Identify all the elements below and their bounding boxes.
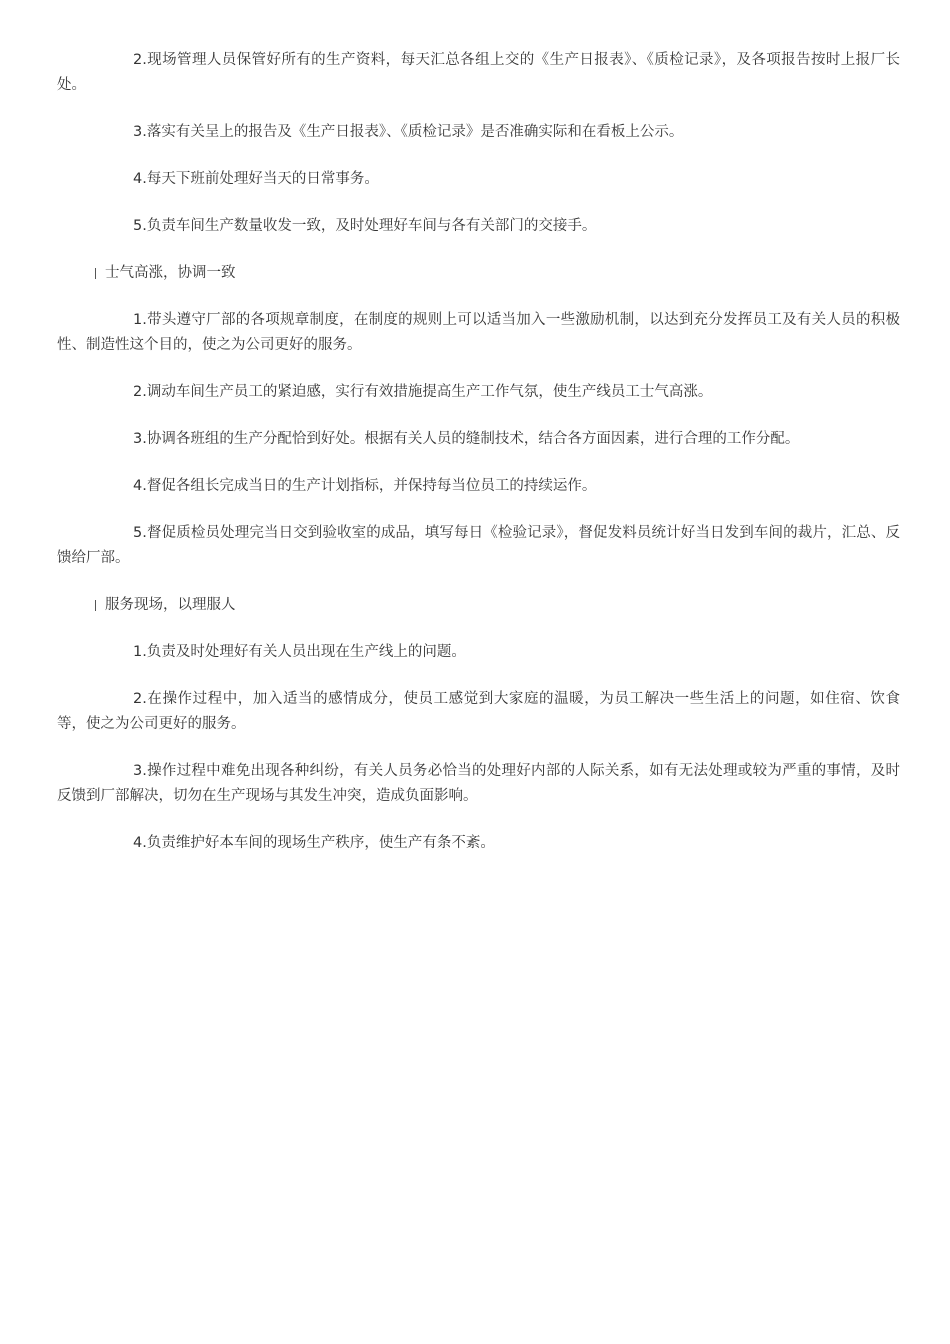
section-heading-morale (57, 261, 900, 286)
paragraph-care-for-staff: 2.在操作过程中，加入适当的感情成分，使员工感觉到大家庭的温暖，为员工解决一些生活上的问题，如住宿、饮食等，使之为公司更好的服务。 (57, 691, 900, 732)
bullet-bar-icon (95, 600, 96, 611)
paragraph-line-issues: 1.负责及时处理好有关人员出现在生产线上的问题。 (133, 644, 466, 660)
paragraph-work-allocation: 3.协调各班组的生产分配恰到好处。根据有关人员的缝制技术，结合各方面因素，进行合理的工作分配。 (133, 431, 800, 447)
section-heading-service (57, 593, 900, 618)
paragraph-report-submission: 2.现场管理人员保管好所有的生产资料，每天汇总各组上交的《生产日报表》、《质检记录》，及各项报告按时上报厂长处。 (57, 52, 900, 93)
paragraph-dispute-handling: 3.操作过程中难免出现各种纠纷，有关人员务必恰当的处理好内部的人际关系，如有无法处理或较为严重的事情，及时反馈到厂部解决，切勿在生产现场与其发生冲突，造成负面影响。 (57, 763, 900, 804)
paragraph-production-order: 4.负责维护好本车间的现场生产秩序，使生产有条不紊。 (133, 835, 495, 851)
paragraph-daily-targets: 4.督促各组长完成当日的生产计划指标，并保持每当位员工的持续运作。 (133, 478, 597, 494)
section-heading-morale-text: 士气高涨，协调一致 (105, 265, 236, 281)
paragraph-rules-incentives: 1.带头遵守厂部的各项规章制度，在制度的规则上可以适当加入一些激励机制，以达到充分发挥员工及有关人员的积极性、制造性这个目的，使之为公司更好的服务。 (57, 312, 900, 353)
paragraph-urgency: 2.调动车间生产员工的紧迫感，实行有效措施提高生产工作气氛，使生产线员工士气高涨。 (133, 384, 713, 400)
paragraph-quantity-handover: 5.负责车间生产数量收发一致，及时处理好车间与各有关部门的交接手。 (133, 218, 597, 234)
section-heading-service-text: 服务现场，以理服人 (105, 597, 236, 613)
bullet-bar-icon (95, 268, 96, 279)
paragraph-inspection-records: 5.督促质检员处理完当日交到验收室的成品，填写每日《检验记录》，督促发料员统计好当日发到车间的裁片，汇总、反馈给厂部。 (57, 525, 900, 566)
paragraph-report-verification: 3.落实有关呈上的报告及《生产日报表》、《质检记录》是否准确实际和在看板上公示。 (133, 124, 684, 140)
paragraph-daily-affairs: 4.每天下班前处理好当天的日常事务。 (133, 171, 379, 187)
